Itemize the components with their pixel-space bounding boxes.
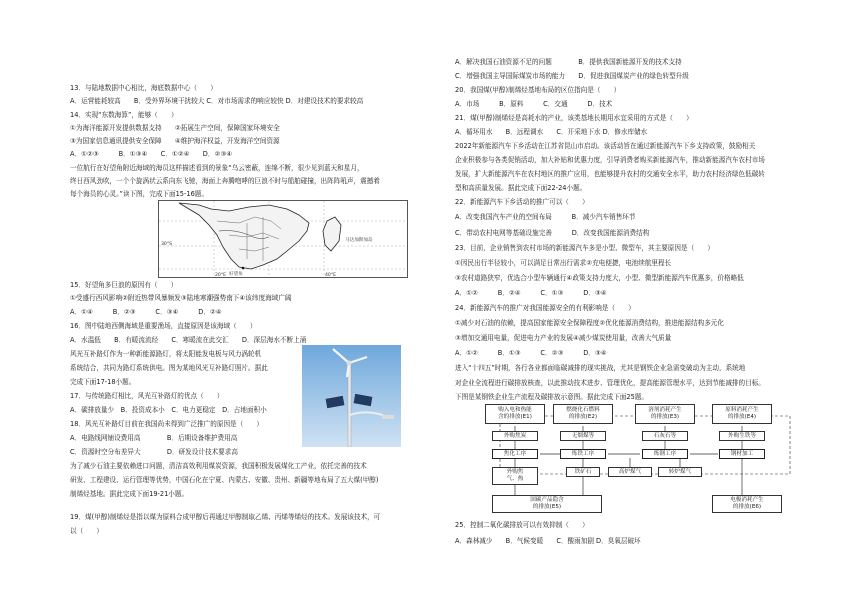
left-line: C．资源时空分布差异大 D．研发设计技术要求高 bbox=[70, 448, 238, 456]
left-line: ①受盛行西风影响②附近热带风暴频发③陆地寒潮强势南下④该纬度海域广阔 bbox=[70, 294, 292, 302]
right-line: ③增加交通用电量，促进电力产业的发展④减少煤炭使用量，改善大气质量 bbox=[455, 334, 672, 342]
box-pig-iron: 外购生铁等 bbox=[719, 431, 765, 441]
right-line: ①因民出行半径较小，可以满足日常出行需求②充电便捷，电池续航里程长 bbox=[455, 259, 672, 267]
southern-africa-map bbox=[158, 200, 408, 278]
right-line: 进入“十四五”时期，各行各业都面临碳减排的现实挑战，尤其是钢铁企业急需变破动为主动，系统地 bbox=[455, 364, 746, 372]
right-line: A．解决我国石油资源不足的问题 B．提供我国新能源开发的技术支持 bbox=[455, 58, 682, 66]
left-line: 14．实现“东数海算”，能够（ ） bbox=[70, 111, 178, 119]
right-line: A．改变我国汽车产业的空间布局 B．减少汽车销售环节 bbox=[455, 213, 636, 221]
box-coking: 焦化工序 bbox=[492, 449, 538, 459]
left-line: 一位航行在好望角附近海域的海员这样描述看到的景象“乌云密蔽，连绵不断，很少见到蓝天和星月， bbox=[70, 164, 364, 172]
box-e4: 原料消耗产生 的排放(E4) bbox=[712, 404, 772, 424]
right-line: 下图是某钢铁企业生产流程及碳排放示意图。据此完成下面25题。 bbox=[455, 393, 649, 401]
map-svg bbox=[159, 201, 407, 277]
photo-svg bbox=[302, 345, 401, 447]
right-line: 21．煤(甲醇)制烯烃是高耗水的产业，该类基地长期用水宜采用的方式是（ ） bbox=[455, 114, 693, 122]
left-line: 制烯烃基地。据此完成下面19-21小题。 bbox=[70, 490, 189, 498]
box-e1: 购入电和热能 含的排放(E1) bbox=[485, 404, 545, 424]
right-line: A．市场 B．原料 C．交通 D．技术 bbox=[455, 100, 613, 108]
right-line: ①减少对石油的依赖，提高国家能源安全保障程度②优化能源消费结构，推进能源结构多元化 bbox=[455, 319, 724, 327]
left-line: 以（ ） bbox=[70, 527, 103, 535]
box-converter-gas: 转炉煤气 bbox=[658, 467, 702, 477]
left-line: A．①②③ B．①③④ C．①②④ D．②③④ bbox=[70, 150, 233, 158]
left-line: 18．风光互补路灯目前在我国尚未得到广泛推广的原因是（ ） bbox=[70, 420, 264, 428]
box-ironmaking: 炼铁工序 bbox=[560, 449, 606, 459]
right-line: A．①② B．②④ C．①③ D．③④ bbox=[455, 289, 607, 297]
right-line: C．带动农村电网等基础设施完善 D．改变我国能源消费结构 bbox=[455, 229, 650, 237]
right-line: 发展，扩大新能源汽车在农村地区的推广应用，也能够提升农村的交通安全水平，助力农村经济绿色低碳转 bbox=[455, 170, 765, 178]
right-line: 22．新能源汽车下乡活动的推广可以（ ） bbox=[455, 198, 589, 206]
left-line: ③为国家信息通讯提供安全保障 ④维护海洋权益，开发海洋空间资源 bbox=[70, 137, 280, 145]
left-line: 16．图中陆地西侧海域是重要渔场，直接原因是该海域（ ） bbox=[70, 322, 257, 330]
left-line: 风光互补路灯作为一种新能源路灯，将太阳能发电板与风力涡轮机 bbox=[70, 350, 262, 358]
box-iron-ore: 铁矿石 bbox=[566, 467, 600, 477]
left-line: A．水温低 B．有暖流流经 C．寒暖流在此交汇 D．深层海水不断上涌 bbox=[70, 336, 307, 344]
left-line: 完成下面17-18小题。 bbox=[70, 378, 136, 386]
box-steelmaking: 炼钢工序 bbox=[642, 449, 688, 459]
box-purchased-coke: 外购焦炭 bbox=[492, 431, 538, 441]
box-e5: 固碳产品隐含 的排放(E5) bbox=[492, 495, 602, 513]
madagascar-label: 马达加斯加岛 bbox=[345, 238, 373, 243]
box-e6: 电极消耗产生 的排放(E6) bbox=[712, 495, 782, 513]
lon-40e-label: 40°E bbox=[325, 273, 337, 277]
box-limestone: 石灰石等 bbox=[642, 431, 688, 441]
right-line: A．①② B．①③ C．②③ D．③④ bbox=[455, 349, 607, 357]
box-anthracite: 无烟煤等 bbox=[560, 431, 606, 441]
right-line: 2022年新能源汽车下乡活动在江苏省昆山市启动。该活动旨在通过新能源汽车下乡支持政策，鼓励相关 bbox=[455, 142, 756, 150]
right-line: 对企业全流程进行碳排放核查，以此推动技术进步、管理优化，提高能源管理水平，达到节能减排的目标。 bbox=[455, 379, 765, 387]
right-line: A．森林减少 B．气候变暖 C．酸雨加剧 D．臭氧层破坏 bbox=[455, 537, 641, 545]
right-line: 20．我国煤(甲醇)制烯烃基地布局的区位指向是（ ） bbox=[455, 86, 621, 94]
left-line: A．碳排放量少 B．投资成本小 C．电力更稳定 D．占地面积小 bbox=[70, 406, 267, 414]
left-line: 系统结合，共同为路灯系统供电。图为某地风光互补路灯照片。据此 bbox=[70, 364, 268, 372]
right-line: A．循环用水 B．远程调水 C．开采地下水 D．修水库储水 bbox=[455, 128, 648, 136]
right-line: 型和高质量发展。据此完成下面22-24小题。 bbox=[455, 184, 587, 192]
lat-30s-label: 30°S bbox=[161, 242, 173, 247]
box-purchased-gas: 外购焦 气、热 bbox=[492, 467, 538, 485]
box-bf-gas: 高炉煤气 bbox=[608, 467, 652, 477]
cape-label: 好望角 bbox=[229, 272, 243, 277]
left-line: 17．与传统路灯相比，风光互补路灯的优点（ ） bbox=[70, 392, 224, 400]
wind-solar-streetlight-photo bbox=[302, 345, 401, 447]
left-line: 13．与陆地数据中心相比，海底数据中心（ ） bbox=[70, 84, 217, 92]
right-line: 25．控制二氧化碳排放可以有效抑制（ ） bbox=[455, 521, 589, 529]
steel-process-carbon-diagram bbox=[480, 404, 805, 516]
box-e3: 溶剂消耗产生 的排放(E3) bbox=[635, 404, 695, 424]
left-line: A．运营能耗较高 B．受外界环境干扰较大 C．对市场需求的响应较快 D．对建设技术的要求较高 bbox=[70, 97, 364, 105]
box-rolling: 钢材加工 bbox=[719, 449, 765, 459]
left-line: 15．好望角多巨浪的原因有（ ） bbox=[70, 281, 178, 289]
left-line: 研发、工程建设、运行管理等优势，中国石化在宁夏、内蒙古、安徽、贵州、新疆等地布局了五大煤(甲醇) bbox=[70, 476, 379, 484]
left-line: 终日西风劲吹，一个个旋涡状云系向东飞驰，海面上奔腾咆哮的巨浪不时与船舶碰撞，出阵阵吼声，震撼着 bbox=[70, 177, 380, 185]
left-line: ①为海洋能源开发提供数据支持 ②拓展生产空间，保障国家环境安全 bbox=[70, 124, 280, 132]
right-line: ③农村道路狭窄，优选合小型车辆通行④政策支持力度大，小型、微型新能源汽车优惠多，价格略低 bbox=[455, 274, 744, 282]
left-line: 为了减少石油主要依赖进口问题，清洁高效利用煤炭资源，我国积极发展煤化工产业，依托完善的技术 bbox=[70, 462, 367, 470]
box-e2: 燃烧化石燃料 的排放(E2) bbox=[553, 404, 613, 424]
right-line: 23．目前，企业销售到农村市场的新能源汽车多是小型、微型车，其主要原因是（ ） bbox=[455, 244, 714, 252]
left-line: 19．煤(甲醇)制烯烃是指以煤为原料合成甲醇后再通过甲醇制取乙烯、丙烯等烯烃的技术。发展该技术，可 bbox=[70, 513, 381, 521]
left-line: A．①④ B．②③ C．③④ D．②④ bbox=[70, 308, 222, 316]
right-line: 企业积极参与各类促销活动，加大补贴和优惠力度，引导消费者购买新能源汽车，推动新能源汽车农村市场 bbox=[455, 156, 765, 164]
left-line: A．电路线网铺设费用高 B．后期设备维护费用高 bbox=[70, 434, 238, 442]
right-line: C．增强我国主导国际煤炭市场的能力 D．促进我国煤炭产业的绿色转型升级 bbox=[455, 72, 689, 80]
right-line: 24．新能源汽车的推广对我国能源安全的有利影响是（ ） bbox=[455, 304, 635, 312]
lon-20e-label: 20°E bbox=[215, 273, 227, 277]
left-line: 每个海员的心灵。”读下图，完成下面15-16题。 bbox=[70, 190, 208, 198]
